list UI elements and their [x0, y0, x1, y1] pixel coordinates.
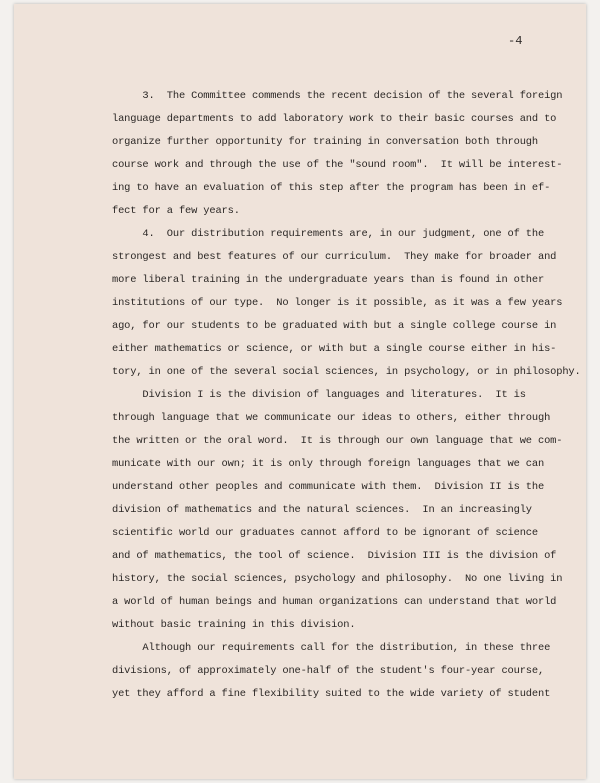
- text-line: course work and through the use of the "sound room". It will be interest-: [112, 159, 563, 171]
- text-line: yet they afford a fine flexibility suited to the wide variety of student: [112, 688, 551, 700]
- text-line: either mathematics or science, or with but a single course either in his-: [112, 343, 557, 355]
- text-line: Division I is the division of languages and literatures. It is: [112, 389, 526, 401]
- text-line: ing to have an evaluation of this step after the program has been in ef-: [112, 182, 551, 194]
- text-line: organize further opportunity for training in conversation both through: [112, 136, 538, 148]
- text-line: and of mathematics, the tool of science. Division III is the division of: [112, 550, 557, 562]
- text-line: divisions, of approximately one-half of the student's four-year course,: [112, 665, 545, 677]
- text-line: language departments to add laboratory work to their basic courses and to: [112, 113, 557, 125]
- text-line: through language that we communicate our ideas to others, either through: [112, 412, 551, 424]
- text-line: municate with our own; it is only through foreign languages that we can: [112, 458, 545, 470]
- text-line: institutions of our type. No longer is it possible, as it was a few years: [112, 297, 563, 309]
- document-page: [14, 4, 586, 779]
- text-line: tory, in one of the several social sciences, in psychology, or in philosophy.: [112, 366, 581, 378]
- text-line: ago, for our students to be graduated with but a single college course in: [112, 320, 557, 332]
- text-line: Although our requirements call for the distribution, in these three: [112, 642, 551, 654]
- text-line: understand other peoples and communicate with them. Division II is the: [112, 481, 545, 493]
- text-line: strongest and best features of our curriculum. They make for broader and: [112, 251, 557, 263]
- text-line: without basic training in this division.: [112, 619, 356, 631]
- text-line: scientific world our graduates cannot afford to be ignorant of science: [112, 527, 538, 539]
- text-line: the written or the oral word. It is through our own language that we com-: [112, 435, 563, 447]
- text-line: a world of human beings and human organizations can understand that world: [112, 596, 557, 608]
- text-line: division of mathematics and the natural sciences. In an increasingly: [112, 504, 532, 516]
- page-number: -4: [508, 34, 523, 48]
- text-line: fect for a few years.: [112, 205, 240, 217]
- text-line: history, the social sciences, psychology and philosophy. No one living in: [112, 573, 563, 585]
- text-line: 4. Our distribution requirements are, in our judgment, one of the: [112, 228, 545, 240]
- text-line: 3. The Committee commends the recent decision of the several foreign: [112, 90, 563, 102]
- text-line: more liberal training in the undergraduate years than is found in other: [112, 274, 545, 286]
